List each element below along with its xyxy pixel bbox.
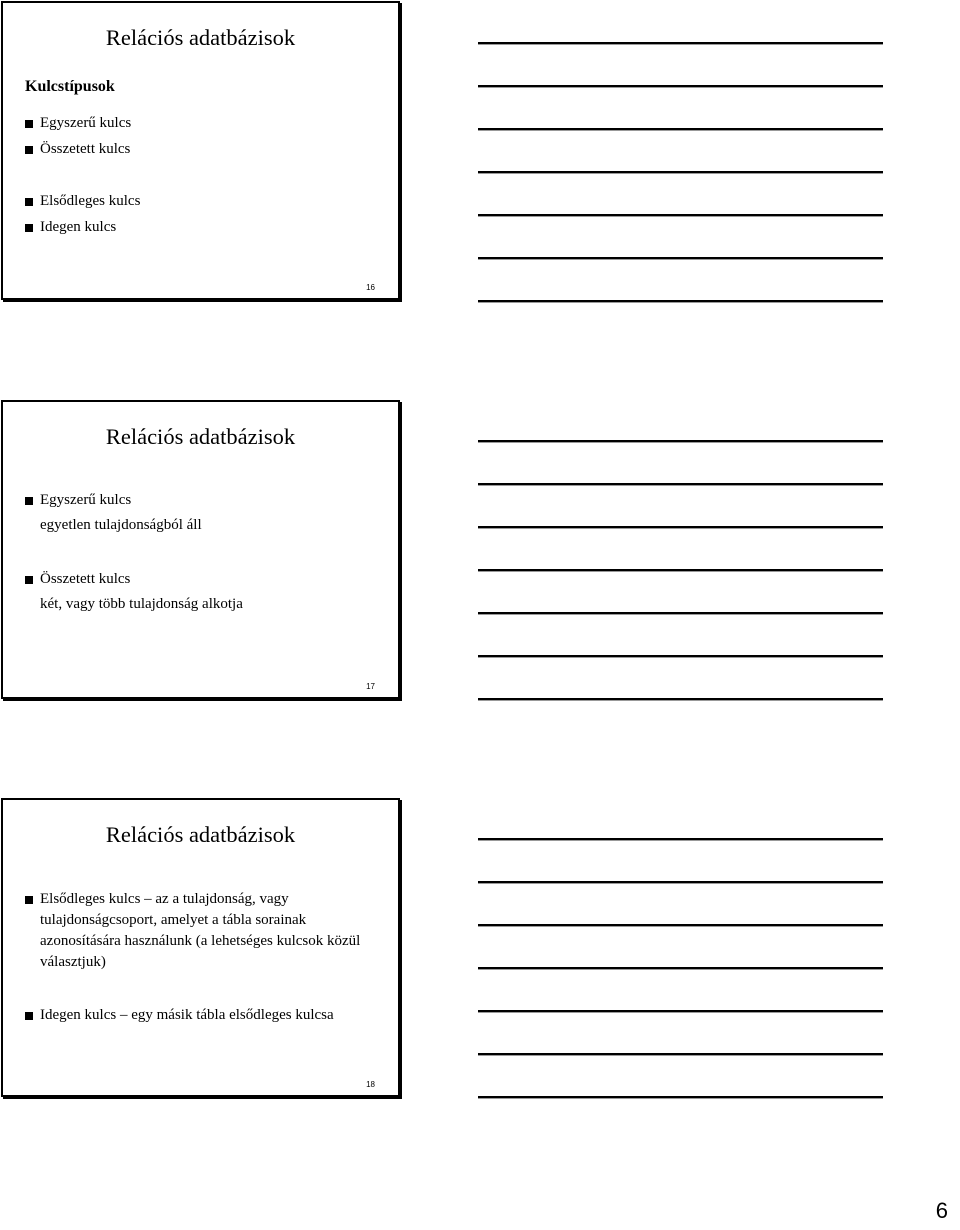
bullet-text: Idegen kulcs bbox=[40, 219, 117, 235]
slide-16 bbox=[1, 1, 400, 300]
bullet-text: Elsődleges kulcs bbox=[40, 193, 141, 209]
note-line bbox=[478, 612, 883, 614]
bullet-item bbox=[25, 490, 131, 511]
note-line bbox=[478, 698, 883, 700]
bullet-text: Egyszerű kulcs bbox=[40, 492, 132, 508]
note-line bbox=[478, 85, 883, 87]
bullet-item bbox=[25, 1005, 334, 1026]
bullet-text: Egyszerű kulcs bbox=[40, 115, 132, 131]
square-bullet-icon bbox=[25, 146, 33, 154]
bullet-detail: egyetlen tulajdonságból áll bbox=[40, 517, 202, 533]
note-line bbox=[478, 1096, 883, 1098]
note-line bbox=[478, 42, 883, 44]
bullet-text: Idegen kulcs – egy másik tábla elsődleges kulcsa bbox=[40, 1007, 334, 1023]
slide-number: 18 bbox=[366, 1080, 375, 1089]
bullet-text: Elsődleges kulcs – az a tulajdonság, vagy tulajdonságcsoport, amelyet a tábla sorainak azonosítására használunk (a lehetséges kulcsok közül választjuk) bbox=[40, 891, 361, 970]
note-line bbox=[478, 483, 883, 485]
slide-18 bbox=[1, 798, 400, 1097]
slide-title: Relációs adatbázisok bbox=[105, 424, 296, 449]
slide-title: Relációs adatbázisok bbox=[105, 25, 296, 50]
slide-number: 16 bbox=[366, 283, 375, 292]
note-line bbox=[478, 300, 883, 302]
note-line bbox=[478, 1053, 883, 1055]
note-line bbox=[478, 128, 883, 130]
note-line bbox=[478, 924, 883, 926]
slide-number: 17 bbox=[366, 682, 375, 691]
square-bullet-icon bbox=[25, 120, 33, 128]
note-line bbox=[478, 967, 883, 969]
bullet-item bbox=[25, 569, 130, 590]
bullet-item bbox=[25, 113, 131, 134]
square-bullet-icon bbox=[25, 497, 33, 505]
bullet-detail: két, vagy több tulajdonság alkotja bbox=[40, 596, 243, 612]
bullet-text: Összetett kulcs bbox=[40, 141, 131, 157]
square-bullet-icon bbox=[25, 1012, 33, 1020]
note-line bbox=[478, 526, 883, 528]
square-bullet-icon bbox=[25, 198, 33, 206]
slide-subheading: Kulcstípusok bbox=[25, 78, 115, 95]
bullet-item bbox=[25, 217, 116, 238]
note-line bbox=[478, 214, 883, 216]
page-number: 6 bbox=[935, 1198, 948, 1223]
square-bullet-icon bbox=[25, 896, 33, 904]
note-line bbox=[478, 569, 883, 571]
slide-title: Relációs adatbázisok bbox=[105, 822, 296, 847]
note-line bbox=[478, 881, 883, 883]
square-bullet-icon bbox=[25, 576, 33, 584]
note-line bbox=[478, 171, 883, 173]
note-line bbox=[478, 257, 883, 259]
note-line bbox=[478, 838, 883, 840]
bullet-text: Összetett kulcs bbox=[40, 571, 131, 587]
note-line bbox=[478, 1010, 883, 1012]
note-line bbox=[478, 655, 883, 657]
note-line bbox=[478, 440, 883, 442]
bullet-item bbox=[25, 191, 140, 212]
bullet-item bbox=[25, 889, 380, 973]
square-bullet-icon bbox=[25, 224, 33, 232]
slide-17 bbox=[1, 400, 400, 699]
bullet-item bbox=[25, 139, 130, 160]
